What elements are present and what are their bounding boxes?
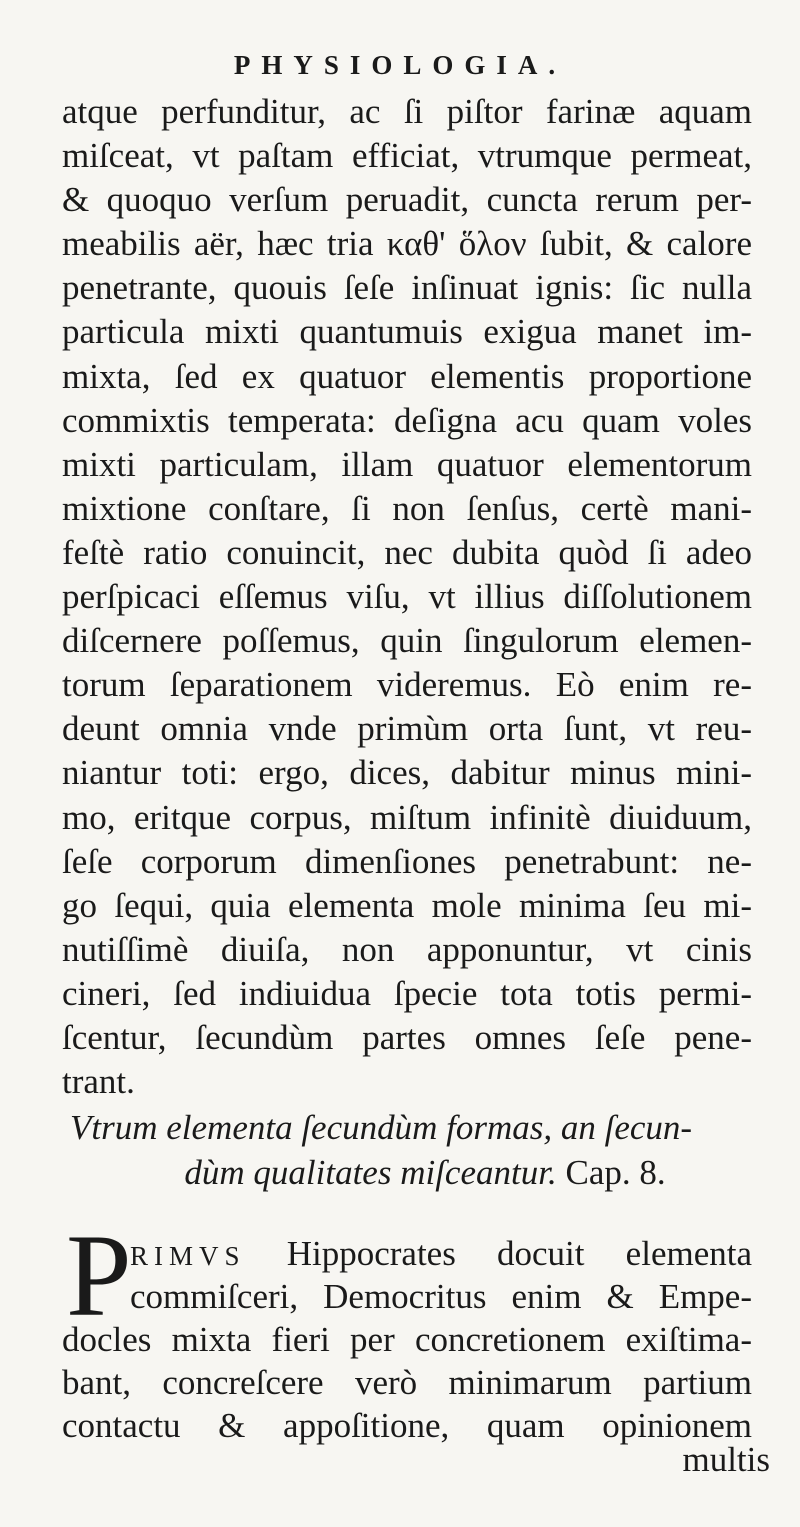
text-line: mo, eritque corpus, miſtum infinitè diuiduum, xyxy=(62,797,752,837)
text-line: mixta, ſed ex quatuor elementis proportione xyxy=(62,356,752,396)
text-line: cineri, ſed indiuidua ſpecie tota totis permi- xyxy=(62,973,752,1013)
text-line: penetrante, quouis ſeſe inſinuat ignis: ſic nulla xyxy=(62,268,752,308)
drop-capital: P xyxy=(66,1210,132,1341)
text-line: atque perfunditur, ac ſi piſtor farinæ aquam xyxy=(62,92,752,131)
chapter-paragraph xyxy=(62,1232,752,1447)
chapter-title-line-1: Vtrum elementa ſecundùm formas, an ſecun- xyxy=(70,1108,693,1147)
text-line: trant. xyxy=(62,1062,135,1102)
text-line: commixtis temperata: deſigna acu quam voles xyxy=(62,400,752,440)
first-word-small-caps: RIMVS xyxy=(130,1241,246,1271)
text-line: torum ſeparationem videremus. Eò enim re- xyxy=(62,665,752,705)
text-line: particula mixti quantumuis exigua manet im- xyxy=(62,312,752,352)
text-line: bant, concreſcere verò minimarum partium xyxy=(62,1363,752,1402)
running-title: PHYSIOLOGIA. xyxy=(233,50,567,80)
text-line: mixtione conſtare, ſi non ſenſus, certè mani- xyxy=(62,488,752,528)
text-line: & quoquo verſum peruadit, cuncta rerum per- xyxy=(62,180,752,220)
text-line: deunt omnia vnde primùm orta ſunt, vt reu- xyxy=(62,709,752,749)
text-line-rest: Hippocrates docuit elementa xyxy=(286,1234,752,1273)
body-paragraph xyxy=(62,90,752,1104)
text-line: docles mixta fieri per concretionem exiſtima- xyxy=(62,1320,752,1359)
text-line: commiſceri, Democritus enim & Empe- xyxy=(130,1277,752,1316)
text-line: ſeſe corporum dimenſiones penetrabunt: ne- xyxy=(62,841,752,881)
text-line: miſceat, vt paſtam efficiat, vtrumque permeat, xyxy=(62,136,752,176)
chapter-title-line-2-text: dùm qualitates miſceantur. xyxy=(184,1153,557,1192)
text-line: feſtè ratio conuincit, nec dubita quòd ſi adeo xyxy=(62,532,752,572)
chapter-title-line-2 xyxy=(70,1150,750,1195)
text-line: go ſequi, quia elementa mole minima ſeu mi- xyxy=(62,885,752,925)
text-line: niantur toti: ergo, dices, dabitur minus mini- xyxy=(62,753,752,793)
catchword: multis xyxy=(682,1440,770,1479)
text-line: mixti particulam, illam quatuor elementorum xyxy=(62,444,752,484)
chapter-number: Cap. 8. xyxy=(565,1153,666,1192)
text-line: diſcernere poſſemus, quin ſingulorum elemen- xyxy=(62,621,752,661)
text-line: meabilis aër, hæc tria καθ' ὅλον ſubit, & calore xyxy=(62,224,752,264)
text-line: nutiſſimè diuiſa, non apponuntur, vt cinis xyxy=(62,929,752,969)
chapter-heading xyxy=(70,1105,750,1195)
text-line xyxy=(62,1232,752,1275)
text-line: perſpicaci eſſemus viſu, vt illius diſſolutionem xyxy=(62,577,752,617)
text-line: contactu & appoſitione, quam opinionem xyxy=(62,1406,752,1445)
text-line: ſcentur, ſecundùm partes omnes ſeſe pene- xyxy=(62,1017,752,1057)
